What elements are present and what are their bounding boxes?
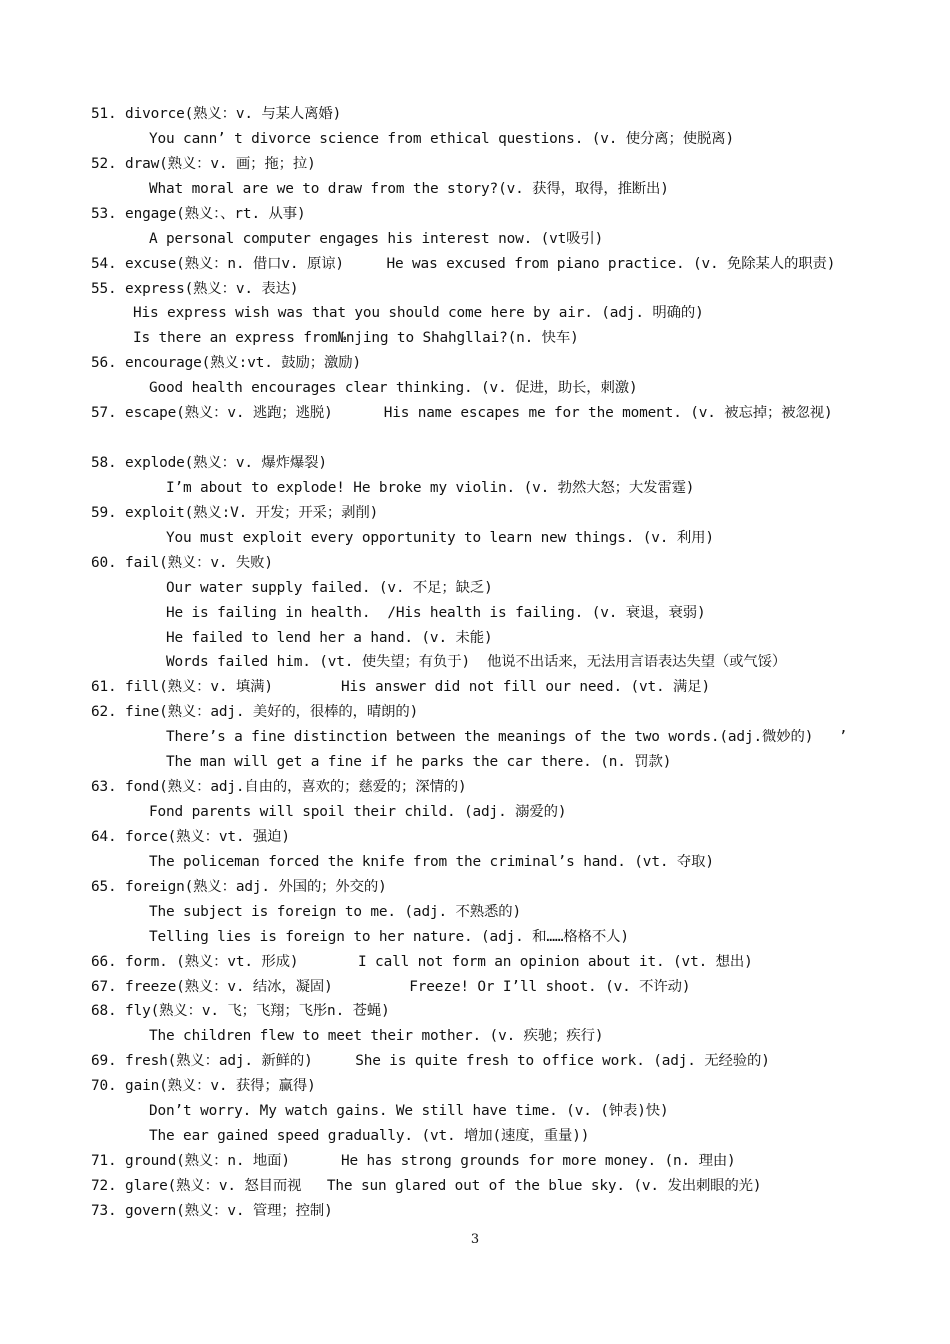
entry-example-line: There’s a fine distinction between the meanings of the two words.(adj.微妙的) ’ <box>166 729 848 746</box>
entry-headword-line: 53. engage(熟义：、rt. 从事) <box>91 205 306 222</box>
entry-headword-line: 61. fill(熟义：v. 填满) His answer did not fill our need. (vt. 满足) <box>91 679 711 696</box>
entry-example-line: Don’t worry. My watch gains. We still have time. (v. (钟表)快) <box>149 1103 669 1120</box>
entry-example-line: Fond parents will spoil their child. (adj. 溺爱的) <box>149 804 567 821</box>
entry-headword-line: 65. foreign(熟义：adj. 外国的；外交的) <box>91 878 387 895</box>
entry-example-line: Good health encourages clear thinking. (v. 促进，助长，刺激) <box>149 380 638 397</box>
entry-example-line: The subject is foreign to me. (adj. 不熟悉的) <box>149 903 521 920</box>
entry-example-line: The ear gained speed gradually. (vt. 增加(速度，重量)) <box>149 1128 590 1145</box>
entry-headword-line: 72. glare(熟义：v. 怒目而视 The sun glared out of the blue sky. (v. 发出刺眼的光) <box>91 1177 762 1194</box>
entry-headword-line: 58. explode(熟义：v. 爆炸爆裂) <box>91 455 327 472</box>
entry-headword-line: 71. ground(熟义：n. 地面) He has strong grounds for more money. (n. 理由) <box>91 1153 736 1170</box>
entry-headword-line: 55. express(熟义：v. 表达) <box>91 280 299 297</box>
entry-example-line: Is there an express from№njing to Shahgllai?(n. 快车) <box>133 330 579 347</box>
entry-headword-line: 69. fresh(熟义：adj. 新鲜的) She is quite fresh to office work. (adj. 无经验的) <box>91 1053 770 1070</box>
entry-example-line: I’m about to explode! He broke my violin. (v. 勃然大怒；大发雷霆) <box>166 479 695 496</box>
entry-example-line: The man will get a fine if he parks the car there. (n. 罚款) <box>166 754 672 771</box>
entry-example-line: Telling lies is foreign to her nature. (adj. 和……格格不人) <box>149 928 629 945</box>
entry-headword-line: 63. fond(熟义：adj.自由的，喜欢的；慈爱的；深情的) <box>91 779 467 796</box>
entry-example-line: What moral are we to draw from the story?(v. 获得，取得，推断出) <box>149 180 669 197</box>
entry-headword-line: 57. escape(熟义：v. 逃跑；逃脱) His name escapes me for the moment. (v. 被忘掉；被忽视) <box>91 405 833 422</box>
entry-example-line: You must exploit every opportunity to learn new things. (v. 利用) <box>166 529 714 546</box>
entry-headword-line: 64. force(熟义：vt. 强迫) <box>91 828 290 845</box>
entry-headword-line: 54. excuse(熟义：n. 借口v. 原谅) He was excused from piano practice. (v. 免除某人的职责) <box>91 255 836 272</box>
entry-headword-line: 56. encourage(熟义:vt. 鼓励；激励) <box>91 355 361 372</box>
entry-headword-line: 68. fly(熟义：v. 飞；飞翔；飞彤n. 苍蝇) <box>91 1003 390 1020</box>
entry-headword-line: 66. form. (熟义：vt. 形成) I call not form an opinion about it. (vt. 想出) <box>91 953 753 970</box>
entry-example-line: The children flew to meet their mother. (v. 疾驰；疾行) <box>149 1028 604 1045</box>
entry-headword-line: 62. fine(熟义：adj. 美好的，很棒的，晴朗的) <box>91 704 419 721</box>
entry-example-line: He is failing in health. /His health is failing. (v. 衰退，衰弱) <box>166 604 706 621</box>
entry-example-line: The policeman forced the knife from the criminal’s hand. (vt. 夺取) <box>149 853 714 870</box>
entry-headword-line: 60. fail(熟义：v. 失败) <box>91 554 273 571</box>
entry-example-line: His express wish was that you should come here by air. (adj. 明确的) <box>133 305 704 322</box>
entry-headword-line: 51. divorce(熟义：v. 与某人离婚) <box>91 106 342 122</box>
entry-headword-line: 67. freeze(熟义：v. 结冰，凝固) Freeze! Or I’ll shoot. (v. 不许动) <box>91 978 691 995</box>
entry-headword-line: 52. draw(熟义：v. 画；拖；拉) <box>91 155 316 172</box>
entry-example-line: You cann’ t divorce science from ethical questions. (v. 使分离；使脱离) <box>149 130 734 147</box>
entry-example-line: He failed to lend her a hand. (v. 未能) <box>166 629 493 646</box>
entry-headword-line: 73. govern(熟义：v. 管理；控制) <box>91 1202 333 1219</box>
entry-headword-line: 70. gain(熟义：v. 获得；赢得) <box>91 1078 316 1095</box>
entry-example-line: A personal computer engages his interest now. (vt吸引) <box>149 230 604 247</box>
entry-headword-line: 59. exploit(熟义:V. 开发；开采；剥削) <box>91 504 379 521</box>
page-number: 3 <box>470 1232 480 1247</box>
entry-example-line: Words failed him. (vt. 使失望；有负于) 他说不出话来，无法用言语表达失望（或气馁） <box>166 654 787 671</box>
entry-example-line: Our water supply failed. (v. 不足；缺乏) <box>166 579 493 596</box>
